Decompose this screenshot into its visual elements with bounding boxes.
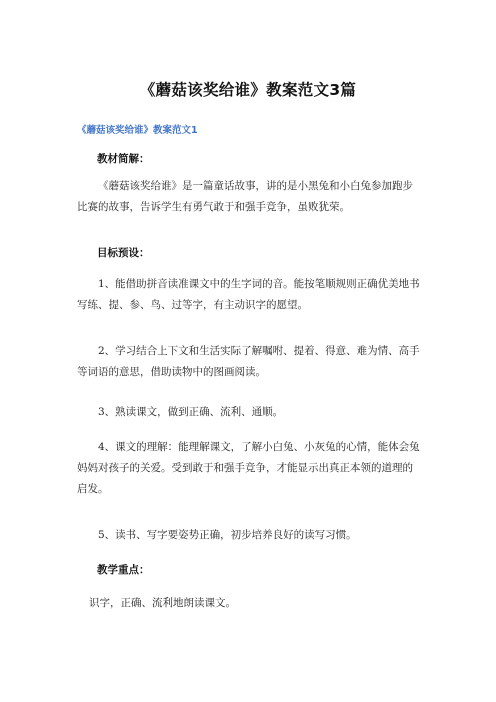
material-paragraph: 《蘑菇该奖给谁》是一篇童话故事，讲的是小黑兔和小白兔参加跑步比赛的故事，告诉学生有勇气敢于和强手竞争，虽败犹荣。	[77, 180, 413, 213]
goal-item-2: 2、学习结合上下文和生活实际了解嘱咐、提着、得意、难为情、高手等词语的意思，借助读物中的图画阅读。	[77, 345, 420, 378]
goal-item-1: 1、能借助拼音读准课文中的生字词的音。能按笔顺规则正确优美地书写练、提、参、鸟、过等字，有主动识字的愿望。	[77, 278, 420, 311]
goal-item-4: 4、课文的理解：能理解课文，了解小白兔、小灰兔的心情，能体会兔妈妈对孩子的关爱。受到敢于和强手竞争，才能显示出真正本领的道理的启发。	[77, 441, 420, 495]
key-heading: 教学重点：	[97, 564, 150, 576]
goal-item-5: 5、读书、写字要姿势正确，初步培养良好的读写习惯。	[98, 529, 357, 541]
section-subtitle-link[interactable]: 《蘑菇该奖给谁》教案范文1	[77, 125, 198, 136]
key-paragraph: 识字，正确、流利地朗读课文。	[89, 597, 236, 609]
goals-heading: 目标预设：	[97, 247, 150, 259]
document-title: 《蘑菇该奖给谁》教案范文3篇	[139, 81, 357, 99]
material-heading: 教材简解：	[97, 153, 150, 165]
goal-item-3: 3、熟读课文，做到正确、流利、通顺。	[98, 406, 284, 418]
